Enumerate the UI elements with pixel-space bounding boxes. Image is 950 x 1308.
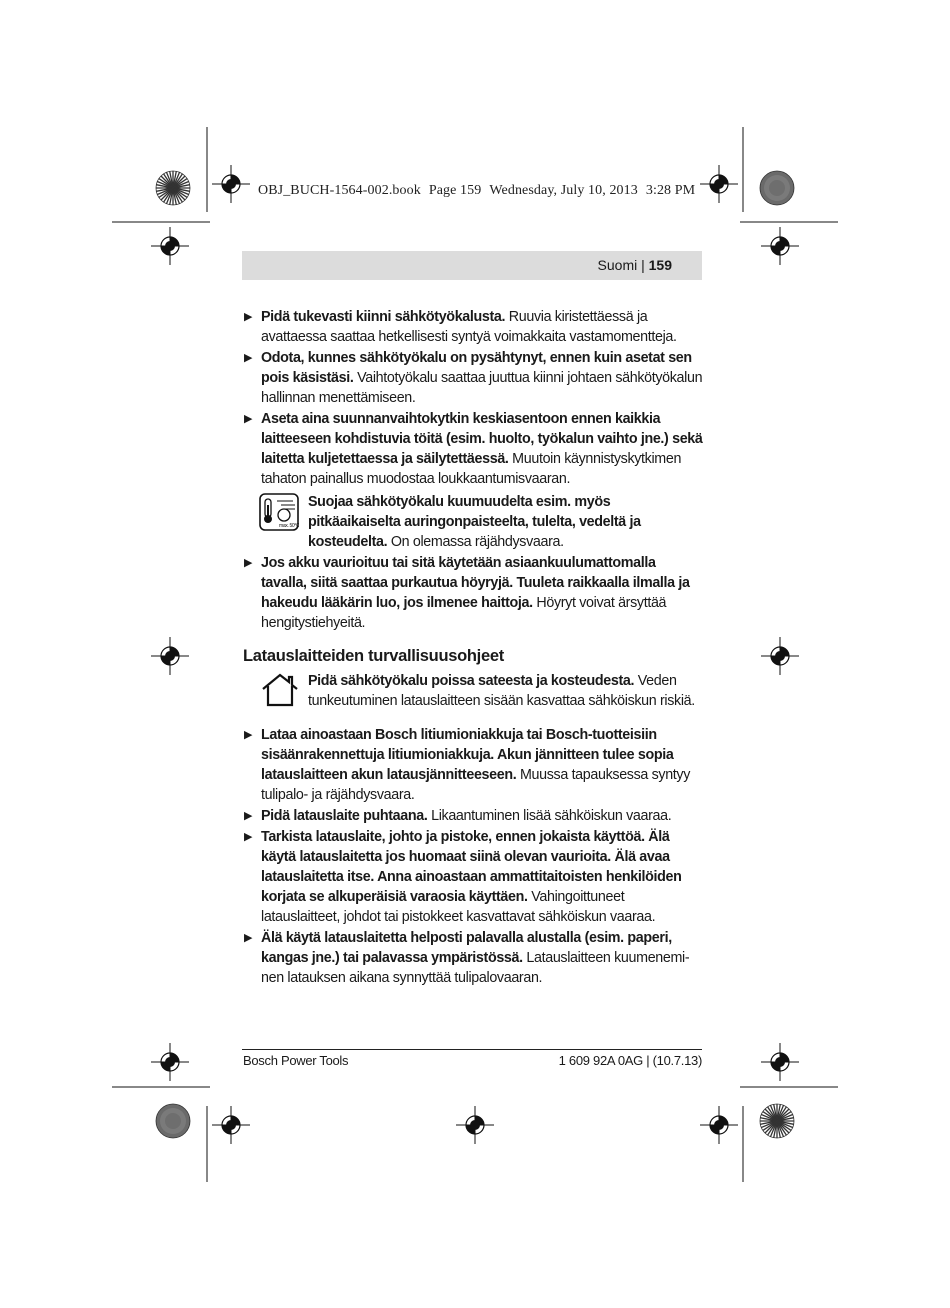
book-time: 3:28 PM bbox=[645, 183, 696, 198]
bullet-arrow-icon: ▶ bbox=[244, 932, 253, 944]
safety-item bbox=[243, 725, 703, 805]
bullet-arrow-icon: ▶ bbox=[244, 413, 253, 425]
safety-item-text: Muutoin käynnistyskytkimen tahaton painallus muodostaa loukkaantumisvaaran. bbox=[261, 451, 682, 487]
bullet-arrow-icon: ▶ bbox=[244, 831, 253, 843]
footer-brand: Bosch Power Tools bbox=[243, 1053, 349, 1068]
page-content bbox=[243, 307, 703, 989]
page-header bbox=[242, 251, 702, 280]
footer-rule bbox=[242, 1049, 702, 1050]
indoor-use-notice bbox=[243, 671, 703, 715]
bullet-arrow-icon: ▶ bbox=[244, 810, 253, 822]
book-date: Wednesday, July 10, 2013 bbox=[489, 183, 638, 198]
header-text bbox=[598, 257, 672, 273]
bullet-arrow-icon: ▶ bbox=[244, 311, 253, 323]
safety-item bbox=[243, 553, 703, 633]
safety-item-text: Muussa tapauksessa syntyy tulipalo- ja räjähdysvaara. bbox=[261, 767, 691, 803]
heat-notice-text: On olemassa räjähdysvaara. bbox=[387, 534, 564, 550]
heat-protection-icon bbox=[259, 493, 299, 531]
safety-item bbox=[243, 307, 703, 347]
safety-item-bold: Älä käytä latauslaitetta helposti palavalla alustalla (esim. paperi, kangas jne.) tai palavassa ympäristössä. bbox=[261, 930, 672, 966]
safety-item bbox=[243, 806, 703, 826]
safety-item bbox=[243, 928, 703, 988]
safety-item-bold: Tarkista latauslaite, johto ja pistoke, ennen jokaista käyttöä. Älä käytä latauslaitetta jos huomaat siinä olevan vaurioita. Älä avaa latauslaitetta itse. Anna ainoastaan ammattitaitoisten henkilöiden korjata se alkuperäisiä varaosia käyttäen. bbox=[261, 829, 682, 905]
safety-item-bold: Pidä tukevasti kiinni sähkötyökalusta. bbox=[261, 309, 506, 325]
header-separator: | bbox=[641, 257, 645, 273]
safety-item-text: Höyryt voivat ärsyttää hengitystiehyeitä. bbox=[261, 595, 667, 631]
book-page: Page 159 bbox=[428, 183, 482, 198]
safety-item bbox=[243, 409, 703, 489]
safety-item-bold: Odota, kunnes sähkötyökalu on pysähtynyt, ennen kuin asetat sen pois käsistäsi. bbox=[261, 350, 692, 386]
safety-item-bold: Aseta aina suunnanvaihtokytkin keskiasentoon ennen kaikkia laitteeseen kohdistuvia töitä (esim. huolto, työkalun vaihto jne.) sekä laitetta kuljetettaessa ja säilytettäessä. bbox=[261, 411, 703, 467]
indoor-notice-text: Veden tunkeutuminen latauslaitteen sisään kasvattaa sähköiskun riskiä. bbox=[308, 673, 695, 709]
book-file-name: OBJ_BUCH-1564-002.book bbox=[258, 183, 421, 198]
safety-item-text: Ruuvia kiristettäessä ja avattaessa saattaa hetkellisesti syntyä voimakkaita vastamomentteja. bbox=[261, 309, 677, 345]
safety-item-bold: Lataa ainoastaan Bosch litiumioniakkuja tai Bosch-tuotteisiin sisäänrakennettuja litiumioniakkuja. Akun jännitteen tulee sopia latauslaitteen akun latausjännitteeseen. bbox=[261, 727, 674, 783]
safety-item-bold: Jos akku vaurioituu tai sitä käytetään asiaankuulumattomalla tavalla, siitä saattaa purkautua höyryjä. Tuuleta raikkaalla ilmalla ja hakeudu lääkärin luo, jos ilmenee haittoja. bbox=[261, 555, 690, 611]
section-title: Latauslaitteiden turvallisuusohjeet bbox=[243, 647, 504, 665]
safety-item-bold: Pidä latauslaite puhtaana. bbox=[261, 808, 428, 824]
indoor-use-house-icon bbox=[261, 673, 299, 707]
safety-item-text: Vaihtotyökalu saattaa juuttua kiinni johtaen sähkötyökalun hallinnan menettämiseen. bbox=[261, 370, 703, 406]
indoor-notice-bold: Pidä sähkötyökalu poissa sateesta ja kosteudesta. bbox=[308, 673, 635, 689]
safety-item-text: Likaantuminen lisää sähköiskun vaaraa. bbox=[427, 808, 672, 824]
footer-doc-number: 1 609 92A 0AG | (10.7.13) bbox=[558, 1053, 702, 1068]
heat-icon-label: max. 50°C bbox=[279, 523, 299, 529]
safety-item-text: Latauslaitteen kuumenemi-nen latauksen aikana synnyttää tulipalovaaran. bbox=[261, 950, 690, 986]
safety-item-text: Vahingoittuneet latauslaitteet, johdot tai pistokkeet kasvattavat sähköiskun vaaraa. bbox=[261, 889, 656, 925]
book-file-info bbox=[258, 183, 718, 199]
header-page-number: 159 bbox=[648, 257, 672, 273]
safety-item bbox=[243, 827, 703, 927]
header-language: Suomi bbox=[597, 257, 638, 273]
bullet-arrow-icon: ▶ bbox=[244, 729, 253, 741]
heat-warning-notice bbox=[243, 492, 703, 552]
bullet-arrow-icon: ▶ bbox=[244, 352, 253, 364]
bullet-arrow-icon: ▶ bbox=[244, 557, 253, 569]
safety-item bbox=[243, 348, 703, 408]
heat-notice-bold: Suojaa sähkötyökalu kuumuudelta esim. myös pitkäaikaiselta auringonpaisteelta, tulelta, vedeltä ja kosteudelta. bbox=[308, 494, 641, 550]
